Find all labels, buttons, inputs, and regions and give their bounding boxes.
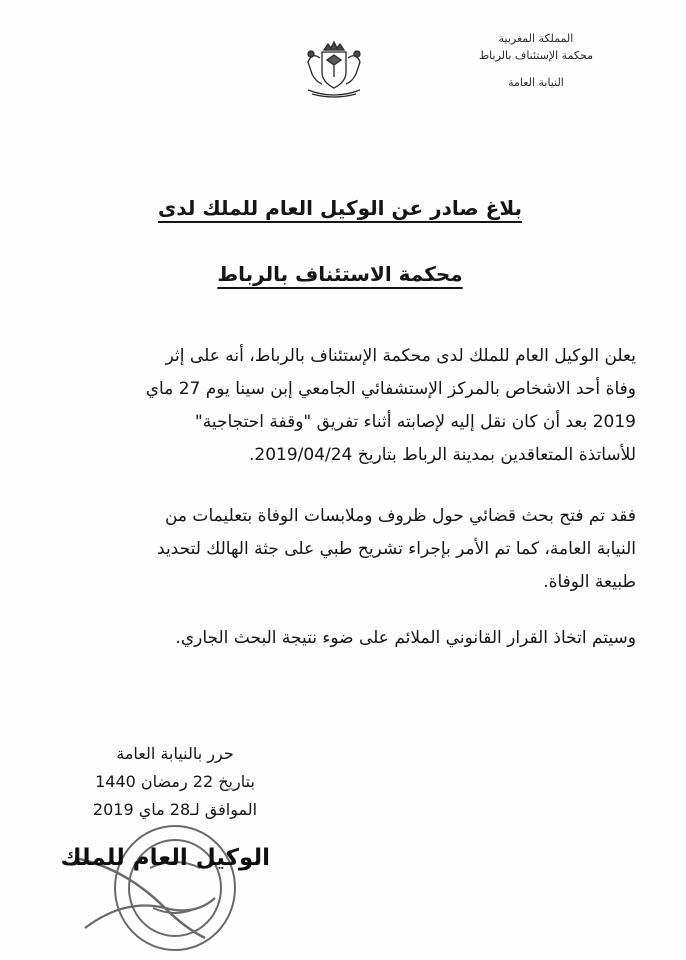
gregorian-date: الموافق لـ28 ماي 2019 [92,800,258,819]
paragraph-line: طبيعة الوفاة. [543,572,636,592]
paragraph-line: وسيتم اتخاذ القرار القانوني الملائم على ضوء نتيجة البحث الجاري. [175,628,636,648]
paragraph-line: يعلن الوكيل العام للملك لدى محكمة الإستئناف بالرباط، أنه على إثر [165,346,636,366]
hijri-date: بتاريخ 22 رمضان 1440 [95,772,255,791]
paragraph-line: فقد تم فتح بحث قضائي حول ظروف وملابسات الوفاة بتعليمات من [164,506,636,526]
paragraph-line: النيابة العامة، كما تم الأمر بإجراء تشريح طبي على جثة الهالك لتحديد [157,539,636,559]
official-stamp [55,818,245,958]
signature-title: الوكيل العام للملك [60,845,270,871]
paragraph-line: للأساتذة المتعاقدين بمدينة الرباط بتاريخ 2019/04/24. [248,445,636,465]
paragraph-announcement [46,340,636,472]
paragraph-line: وفاة أحد الاشخاص بالمركز الإستشفائي الجامعي إبن سينا يوم 27 ماي [145,379,636,399]
issued-at: حرر بالنيابة العامة [116,744,234,763]
announcement-title: بلاغ صادر عن الوكيل العام للملك لدى [157,196,523,220]
court-name: محكمة الإستئناف بالرباط [479,49,593,62]
paragraph-investigation [46,500,636,599]
letterhead [456,30,616,91]
paragraph-decision [46,622,636,655]
kingdom-name: المملكة المغربية [498,32,574,45]
paragraph-line: 2019 بعد أن كان نقل إليه لإصابته أثناء تفريق "وقفة احتجاجية" [194,412,636,432]
announcement-subtitle: محكمة الاستئناف بالرباط [217,262,463,286]
office-name: النيابة العامة [508,76,564,89]
issuance-block [60,740,290,824]
coat-of-arms-emblem [300,38,368,100]
